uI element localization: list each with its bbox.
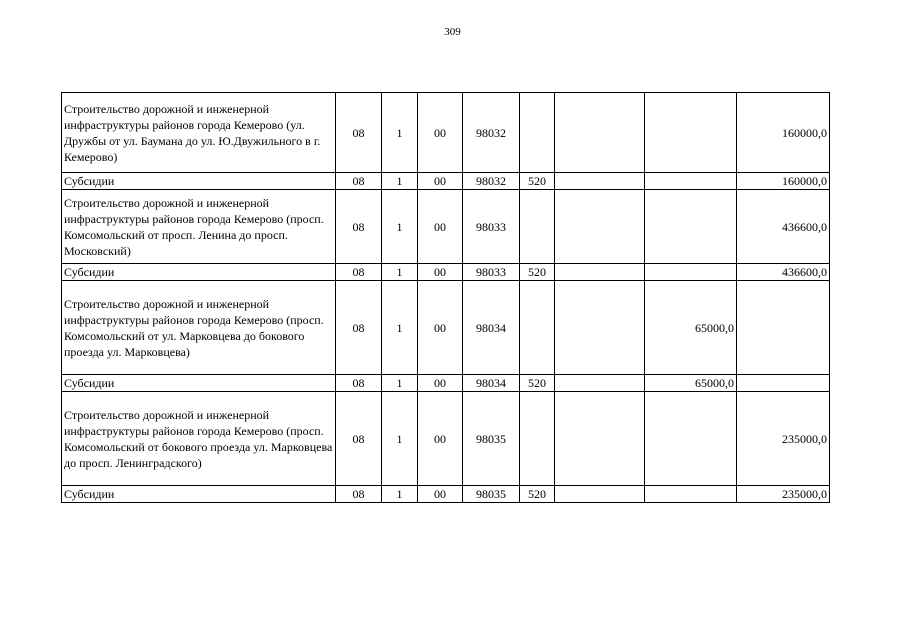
table-row — [62, 264, 830, 281]
row-name-cell: Строительство дорожной и инженерной инфраструктуры районов города Кемерово (ул. Дружбы от ул. Баумана до ул. Ю.Двужильного в г. Кемерово) — [62, 93, 336, 173]
amount-cell-2 — [645, 93, 737, 173]
budget-table — [61, 92, 830, 503]
expense-type-cell — [520, 392, 555, 486]
program-code-cell: 00 — [418, 173, 463, 190]
amount-cell-3: 235000,0 — [737, 486, 830, 503]
row-name-cell: Субсидии — [62, 375, 336, 392]
table-row — [62, 375, 830, 392]
amount-cell-3: 436600,0 — [737, 190, 830, 264]
table-row — [62, 281, 830, 375]
subsection-code-cell: 1 — [382, 93, 418, 173]
subsection-code-cell: 1 — [382, 486, 418, 503]
subsection-code-cell: 1 — [382, 281, 418, 375]
target-code-cell: 98035 — [463, 392, 520, 486]
subsection-code-cell: 1 — [382, 264, 418, 281]
amount-cell-1 — [555, 264, 645, 281]
table-row — [62, 486, 830, 503]
amount-cell-2 — [645, 264, 737, 281]
section-code-cell: 08 — [336, 93, 382, 173]
program-code-cell: 00 — [418, 93, 463, 173]
amount-cell-2 — [645, 392, 737, 486]
target-code-cell: 98034 — [463, 375, 520, 392]
section-code-cell: 08 — [336, 264, 382, 281]
expense-type-cell — [520, 190, 555, 264]
amount-cell-3: 160000,0 — [737, 173, 830, 190]
amount-cell-1 — [555, 375, 645, 392]
program-code-cell: 00 — [418, 281, 463, 375]
amount-cell-2: 65000,0 — [645, 281, 737, 375]
program-code-cell: 00 — [418, 375, 463, 392]
amount-cell-2 — [645, 173, 737, 190]
amount-cell-1 — [555, 93, 645, 173]
target-code-cell: 98033 — [463, 264, 520, 281]
amount-cell-3: 235000,0 — [737, 392, 830, 486]
program-code-cell: 00 — [418, 392, 463, 486]
amount-cell-3 — [737, 375, 830, 392]
amount-cell-1 — [555, 190, 645, 264]
table-row — [62, 392, 830, 486]
program-code-cell: 00 — [418, 264, 463, 281]
section-code-cell: 08 — [336, 173, 382, 190]
subsection-code-cell: 1 — [382, 375, 418, 392]
row-name-cell: Субсидии — [62, 486, 336, 503]
table-row — [62, 93, 830, 173]
target-code-cell: 98032 — [463, 173, 520, 190]
page-number: 309 — [444, 26, 461, 38]
amount-cell-3: 160000,0 — [737, 93, 830, 173]
subsection-code-cell: 1 — [382, 392, 418, 486]
expense-type-cell: 520 — [520, 173, 555, 190]
row-name-cell: Строительство дорожной и инженерной инфраструктуры районов города Кемерово (просп. Комсомольский от просп. Ленина до просп. Московский) — [62, 190, 336, 264]
expense-type-cell — [520, 93, 555, 173]
subsection-code-cell: 1 — [382, 190, 418, 264]
amount-cell-1 — [555, 486, 645, 503]
section-code-cell: 08 — [336, 281, 382, 375]
table-row — [62, 173, 830, 190]
target-code-cell: 98034 — [463, 281, 520, 375]
table-row — [62, 190, 830, 264]
section-code-cell: 08 — [336, 375, 382, 392]
amount-cell-2: 65000,0 — [645, 375, 737, 392]
program-code-cell: 00 — [418, 190, 463, 264]
program-code-cell: 00 — [418, 486, 463, 503]
expense-type-cell: 520 — [520, 486, 555, 503]
target-code-cell: 98033 — [463, 190, 520, 264]
row-name-cell: Субсидии — [62, 264, 336, 281]
expense-type-cell: 520 — [520, 264, 555, 281]
amount-cell-2 — [645, 190, 737, 264]
row-name-cell: Строительство дорожной и инженерной инфраструктуры районов города Кемерово (просп. Комсомольский от бокового проезда ул. Марковцева до просп. Ленинградского) — [62, 392, 336, 486]
amount-cell-3 — [737, 281, 830, 375]
amount-cell-1 — [555, 173, 645, 190]
section-code-cell: 08 — [336, 486, 382, 503]
amount-cell-1 — [555, 281, 645, 375]
section-code-cell: 08 — [336, 392, 382, 486]
section-code-cell: 08 — [336, 190, 382, 264]
target-code-cell: 98032 — [463, 93, 520, 173]
row-name-cell: Строительство дорожной и инженерной инфраструктуры районов города Кемерово (просп. Комсомольский от ул. Марковцева до бокового проезда ул. Марковцева) — [62, 281, 336, 375]
amount-cell-1 — [555, 392, 645, 486]
row-name-cell: Субсидии — [62, 173, 336, 190]
amount-cell-2 — [645, 486, 737, 503]
expense-type-cell: 520 — [520, 375, 555, 392]
target-code-cell: 98035 — [463, 486, 520, 503]
subsection-code-cell: 1 — [382, 173, 418, 190]
expense-type-cell — [520, 281, 555, 375]
amount-cell-3: 436600,0 — [737, 264, 830, 281]
